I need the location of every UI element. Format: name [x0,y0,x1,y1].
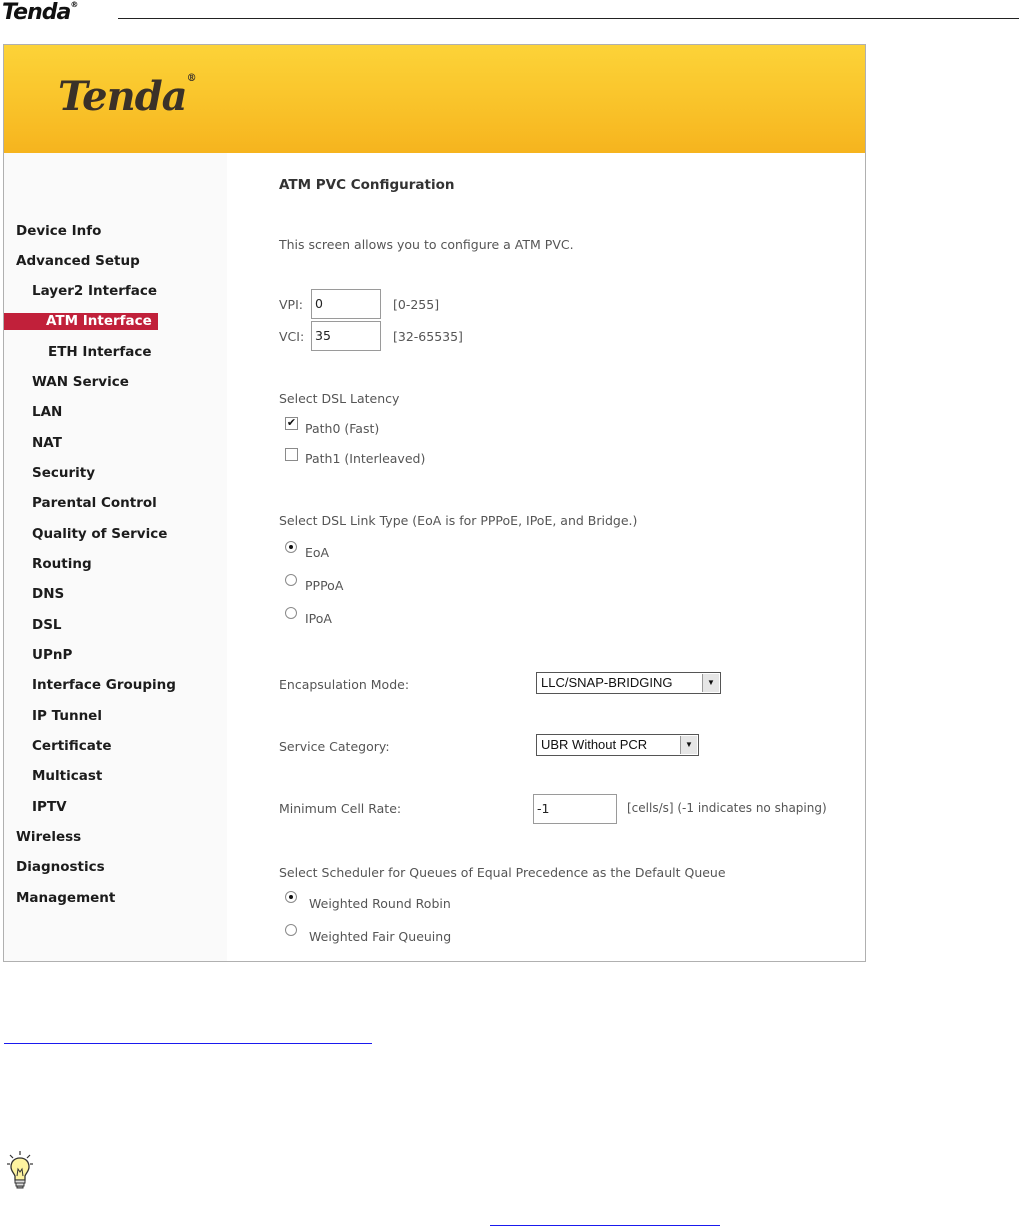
min-cell-rate-input[interactable]: -1 [533,794,617,824]
eoa-radio[interactable] [285,541,297,553]
sidebar-item-management[interactable]: Management [16,890,116,906]
ipoa-radio[interactable] [285,607,297,619]
encapsulation-value: LLC/SNAP-BRIDGING [541,675,673,690]
encapsulation-select[interactable] [536,672,721,694]
path1-checkbox[interactable] [285,448,298,461]
chevron-down-icon: ▼ [680,736,697,754]
chevron-down-icon: ▼ [702,674,719,692]
main-content [227,153,865,961]
path0-label: Path0 (Fast) [305,421,380,436]
sidebar-item-layer2-interface[interactable]: Layer2 Interface [32,283,158,299]
sidebar-item-diagnostics[interactable]: Diagnostics [16,859,105,875]
sidebar-item-eth-interface[interactable]: ETH Interface [48,344,152,360]
page-title: ATM PVC Configuration [279,177,455,193]
min-cell-rate-label: Minimum Cell Rate: [279,801,402,816]
dsl-link-type-heading: Select DSL Link Type (EoA is for PPPoE, IPoE, and Bridge.) [279,513,638,528]
sidebar-item-advanced-setup[interactable]: Advanced Setup [16,253,140,269]
wfq-radio[interactable] [285,924,297,936]
sidebar-item-lan[interactable]: LAN [32,404,63,420]
vci-label: VCI: [279,329,305,344]
wrr-label: Weighted Round Robin [309,896,451,911]
scheduler-heading: Select Scheduler for Queues of Equal Precedence as the Default Queue [279,865,726,880]
encapsulation-label: Encapsulation Mode: [279,677,410,692]
vpi-input[interactable]: 0 [311,289,381,319]
eoa-label: EoA [305,545,330,560]
vpi-range: [0-255] [393,297,440,312]
top-banner [4,45,865,153]
brand-logo: Tenda® [58,73,196,120]
wrr-radio[interactable] [285,891,297,903]
path1-label: Path1 (Interleaved) [305,451,426,466]
header-rule [118,18,1019,19]
sidebar-item-interface-grouping[interactable]: Interface Grouping [32,677,176,693]
sidebar-item-dns[interactable]: DNS [32,586,65,602]
sidebar [4,153,227,961]
sidebar-item-quality-of-service[interactable]: Quality of Service [32,526,168,542]
pppoa-label: PPPoA [305,578,344,593]
path0-checkbox[interactable]: ✔ [286,416,297,429]
min-cell-rate-note: [cells/s] (-1 indicates no shaping) [627,801,827,815]
sidebar-item-routing[interactable]: Routing [32,556,92,572]
service-category-select[interactable] [536,734,699,756]
lightbulb-icon [6,1150,34,1196]
sidebar-item-wan-service[interactable]: WAN Service [32,374,129,390]
router-ui-frame [3,44,866,962]
sidebar-item-certificate[interactable]: Certificate [32,738,112,754]
sidebar-item-ip-tunnel[interactable]: IP Tunnel [32,708,102,724]
intro-text: This screen allows you to configure a ATM PVC. [279,237,574,252]
sidebar-item-atm-interface[interactable]: ATM Interface [4,313,158,330]
sidebar-item-iptv[interactable]: IPTV [32,799,67,815]
wfq-label: Weighted Fair Queuing [309,929,452,944]
sidebar-item-parental-control[interactable]: Parental Control [32,495,157,511]
sidebar-item-device-info[interactable]: Device Info [16,223,102,239]
document-logo: Tenda® [2,0,78,25]
service-category-value: UBR Without PCR [541,737,648,752]
sidebar-item-nat[interactable]: NAT [32,435,62,451]
hyperlink-underline[interactable] [4,1043,372,1044]
sidebar-item-upnp[interactable]: UPnP [32,647,73,663]
ipoa-label: IPoA [305,611,332,626]
vci-range: [32-65535] [393,329,463,344]
sidebar-item-wireless[interactable]: Wireless [16,829,82,845]
vpi-label: VPI: [279,297,303,312]
pppoa-radio[interactable] [285,574,297,586]
vci-input[interactable]: 35 [311,321,381,351]
service-category-label: Service Category: [279,739,390,754]
sidebar-item-multicast[interactable]: Multicast [32,768,103,784]
sidebar-item-dsl[interactable]: DSL [32,617,62,633]
hyperlink-underline[interactable] [490,1225,720,1226]
sidebar-item-security[interactable]: Security [32,465,96,481]
dsl-latency-heading: Select DSL Latency [279,391,400,406]
